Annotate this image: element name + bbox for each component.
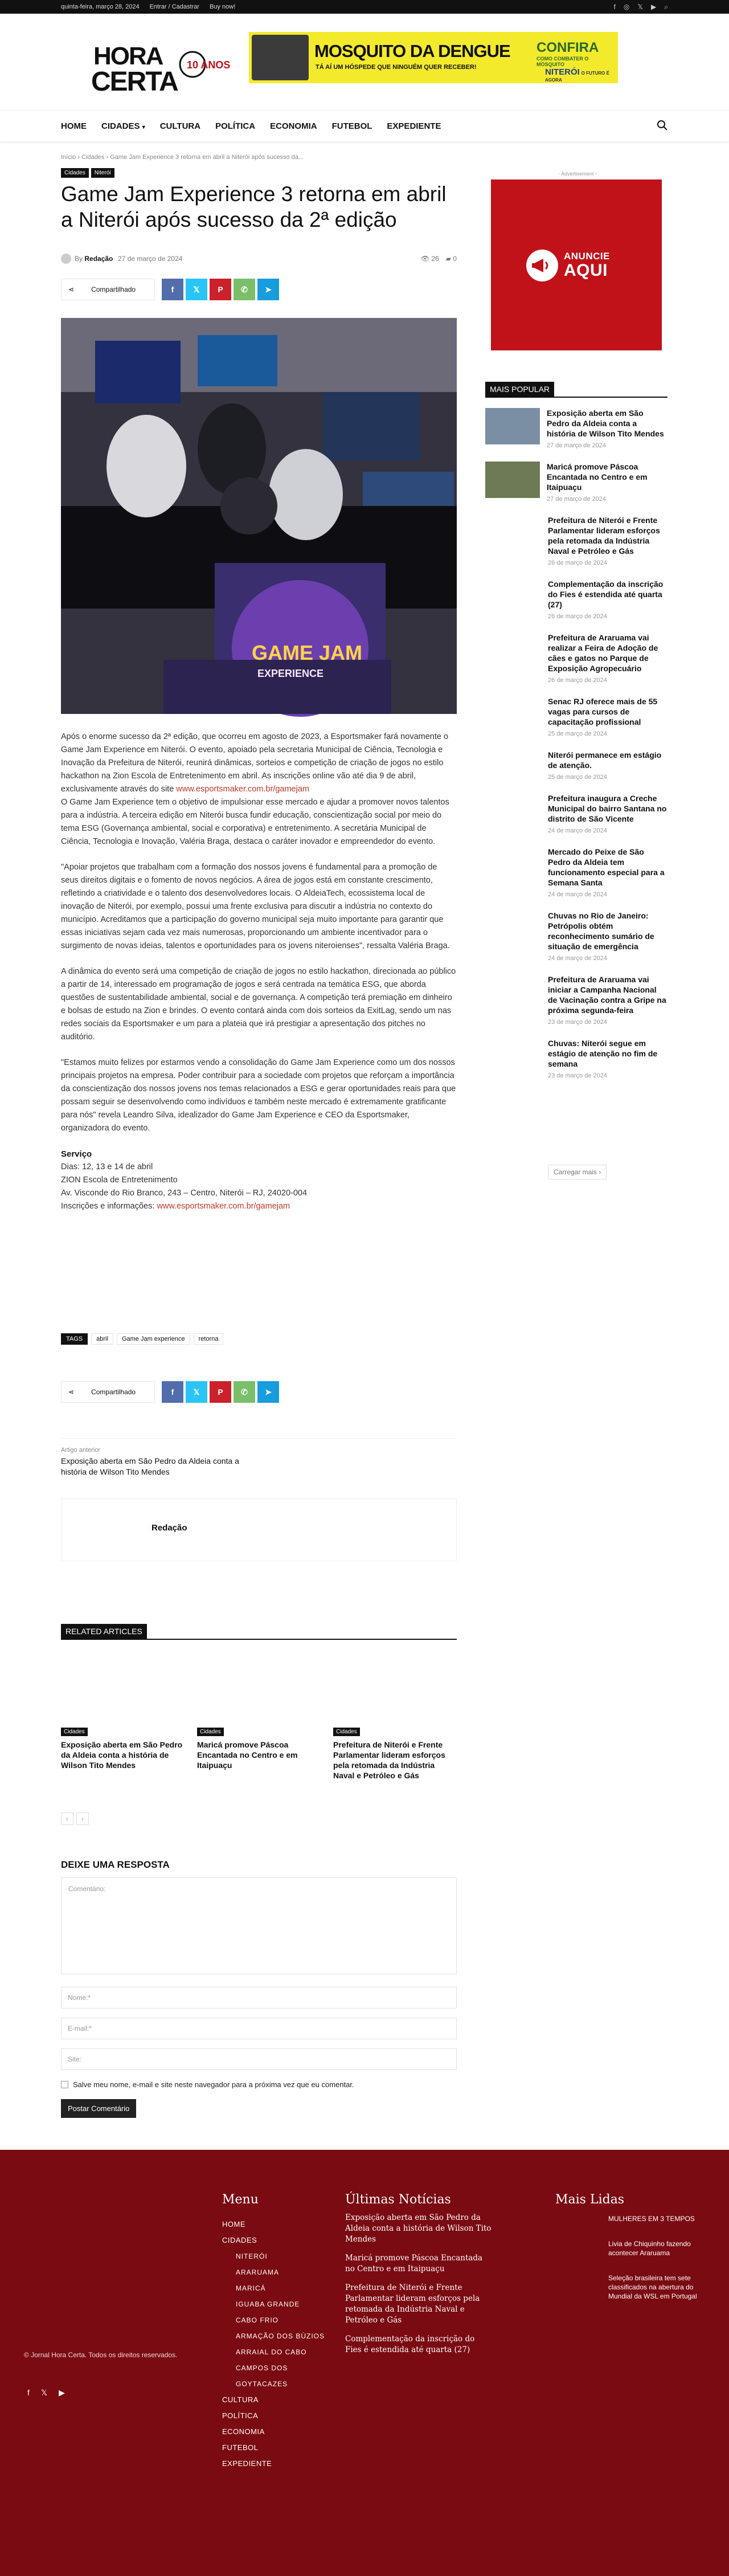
service-heading: Serviço xyxy=(61,1149,92,1159)
buy-now-link[interactable]: Buy now! xyxy=(210,3,236,10)
current-date: quinta-feira, março 28, 2024 xyxy=(61,3,140,10)
save-info-label: Salve meu nome, e-mail e site neste navegador para a próxima vez que eu comentar. xyxy=(73,2080,354,2089)
hero-logo-text: GAME JAM xyxy=(252,641,363,664)
footer-most-read-item[interactable]: Seleção brasileira tem sete classificados na abertura do Mundial da WSL em Portugal xyxy=(608,2274,697,2300)
popular-title[interactable]: Prefeitura de Araruama vai realizar a Feira de Adoção de cães e gatos no Parque de Exposição Agropecuário xyxy=(548,633,658,673)
popular-item[interactable] xyxy=(485,911,667,962)
footer-most-read-item[interactable]: MULHERES EM 3 TEMPOS xyxy=(608,2215,695,2223)
related-article-title[interactable]: Maricá promove Páscoa Encantada no Centro e em Itaipuaçu xyxy=(197,1740,298,1770)
footer-menu-item[interactable]: POLÍTICA xyxy=(222,2411,259,2420)
category-badge[interactable]: Niterói xyxy=(91,168,114,178)
footer-news-heading: Últimas Notícias xyxy=(345,2193,451,2207)
logo-text-bottom: CERTA xyxy=(91,67,178,97)
youtube-icon[interactable]: ▶ xyxy=(59,2388,65,2397)
popular-item[interactable] xyxy=(485,1038,667,1079)
share-label: ⋖ Compartilhado xyxy=(61,279,155,300)
share-bar-top xyxy=(61,279,279,300)
esportsmaker-link[interactable]: www.esportsmaker.com.br/gamejam xyxy=(176,785,309,794)
share-icon: ⋖ xyxy=(68,285,75,293)
category-badge[interactable]: Cidades xyxy=(197,1728,224,1736)
comments-count[interactable]: ▰ 0 xyxy=(445,255,457,263)
pinterest-share-button[interactable]: P xyxy=(210,279,231,300)
popular-date: 23 de março de 2024 xyxy=(548,1019,607,1026)
telegram-share-button[interactable]: ➤ xyxy=(257,279,279,300)
footer-menu-heading: Menu xyxy=(222,2193,259,2207)
popular-title[interactable]: Prefeitura de Niterói e Frente Parlamentar lideram esforços pela retomada da Indústria Naval e Petróleo e Gás xyxy=(548,516,660,556)
related-pager xyxy=(61,1812,89,1825)
popular-heading: MAIS POPULAR xyxy=(485,382,667,398)
popular-date: 25 de março de 2024 xyxy=(548,730,607,737)
advertisement-label: - Advertisement - xyxy=(558,171,597,177)
banner-cta-title: CONFIRA xyxy=(536,40,599,55)
comment-form xyxy=(61,1859,457,2118)
footer-latest-news xyxy=(345,2212,493,2363)
footer-submenu-item[interactable]: CABO FRIO xyxy=(236,2316,279,2324)
author-avatar[interactable] xyxy=(61,254,71,264)
search-icon[interactable]: ⌕ xyxy=(664,3,668,11)
popular-item[interactable] xyxy=(485,515,667,566)
post-comment-button[interactable]: Postar Comentário xyxy=(61,2099,136,2118)
telegram-share-button[interactable]: ➤ xyxy=(257,1381,279,1403)
footer-copyright: © Jornal Hora Certa. Todos os direitos reservados. xyxy=(24,2351,178,2359)
popular-date: 24 de março de 2024 xyxy=(548,827,607,834)
search-icon[interactable] xyxy=(657,120,668,134)
facebook-share-button[interactable]: f xyxy=(162,1381,183,1403)
reply-heading: DEIXE UMA RESPOSTA xyxy=(61,1859,170,1870)
service-line: ZION Escola de Entretenimento xyxy=(61,1175,178,1185)
related-articles xyxy=(61,1687,457,1781)
save-info-checkbox-row xyxy=(61,2080,457,2089)
nav-futebol[interactable]: FUTEBOL xyxy=(331,121,372,131)
footer-most-read-item[interactable]: Livia de Chiquinho fazendo acontecer Araruama xyxy=(608,2240,691,2257)
site-footer xyxy=(0,2150,729,2576)
login-link[interactable]: Entrar / Cadastrar xyxy=(149,3,200,10)
popular-title[interactable]: Complementação da inscrição do Fies é estendida até quarta (27) xyxy=(548,579,664,609)
service-line: Av. Visconde do Rio Branco, 243 – Centro, Niterói – RJ, 24020-004 xyxy=(61,1189,308,1198)
nav-economia[interactable]: ECONOMIA xyxy=(270,121,317,131)
top-bar xyxy=(0,0,729,14)
popular-date: 26 de março de 2024 xyxy=(548,613,607,620)
megaphone-icon xyxy=(526,250,558,281)
popular-title[interactable]: Prefeitura inaugura a Creche Municipal do bairro Santana no distrito de São Vicente xyxy=(548,794,667,823)
footer-menu-item[interactable]: EXPEDIENTE xyxy=(222,2459,272,2468)
footer-menu-item[interactable]: ECONOMIA xyxy=(222,2427,265,2436)
related-article-title[interactable]: Prefeitura de Niterói e Frente Parlamentar lideram esforços pela retomada da Indústria Naval e Petróleo e Gás xyxy=(333,1740,445,1780)
popular-title[interactable]: Chuvas: Niterói segue em estágio de atenção no fim de semana xyxy=(548,1039,658,1068)
popular-date: 26 de março de 2024 xyxy=(548,560,607,566)
footer-menu xyxy=(222,2216,325,2472)
popular-date: 25 de março de 2024 xyxy=(548,774,607,781)
article-paragraph: "Apoiar projetos que trabalham com a formação dos nossos jovens é fundamental para a promoção de seus direitos digitais e o fomento de novos negócios. A área de jogos está em constante crescimento, refletindo a criatividade e o talento dos desenvolvedores locais. O AldeiaTech, ecossistema local de inovação de Niterói, por exemplo, possui uma frente exclusiva para discutir a indústria no contexto do município. Acreditamos que a participação do governo municipal seja muito importante para garantir que essas iniciativas sejam cada vez mais numerosas, proporcionando um ambiente incentivador para o surgimento de novas ideias, talentos e oportunidades para os jovens niteroienses", ressalta Valéria Braga. xyxy=(61,863,450,950)
sidebar-ad[interactable] xyxy=(491,179,662,350)
popular-thumbnail[interactable] xyxy=(485,462,540,498)
facebook-icon[interactable]: f xyxy=(613,3,616,11)
instagram-icon[interactable]: ◎ xyxy=(623,3,630,11)
save-info-checkbox[interactable] xyxy=(61,2081,68,2088)
nav-home[interactable]: HOME xyxy=(61,121,87,131)
popular-item[interactable] xyxy=(485,696,667,737)
share-icon: ⋖ xyxy=(68,1388,75,1396)
whatsapp-share-button[interactable]: ✆ xyxy=(234,1381,255,1403)
service-line: Dias: 12, 13 e 14 de abril xyxy=(61,1162,153,1171)
email-input[interactable]: E-mail:* xyxy=(61,2018,457,2039)
footer-submenu-item[interactable]: IGUABA GRANDE xyxy=(236,2300,300,2308)
popular-item[interactable] xyxy=(485,408,667,449)
share-bar-bottom xyxy=(61,1381,279,1403)
previous-article-label: Artigo anterior xyxy=(61,1447,101,1454)
tag-link[interactable]: abril xyxy=(91,1333,113,1345)
nav-cidades[interactable]: CIDADES ▾ xyxy=(101,121,145,131)
author-name[interactable]: Redação xyxy=(84,255,113,263)
views-count: 👁 26 xyxy=(420,255,439,263)
ad-line-2: AQUI xyxy=(564,261,608,280)
author-box-name[interactable]: Redação xyxy=(151,1523,187,1533)
popular-title[interactable]: Chuvas no Rio de Janeiro: Petrópolis obtém reconhecimento sumário de situação de emergência xyxy=(548,911,654,951)
next-page-button[interactable]: › xyxy=(76,1812,89,1825)
footer-submenu-item[interactable]: MARICÁ xyxy=(236,2284,266,2292)
twitter-x-icon[interactable]: 𝕏 xyxy=(40,2388,48,2397)
footer-menu-item[interactable]: CIDADES xyxy=(222,2236,257,2244)
popular-item[interactable] xyxy=(485,579,667,620)
footer-submenu-item[interactable]: ARARUAMA xyxy=(236,2268,280,2276)
eye-icon: 👁 xyxy=(420,255,430,263)
popular-thumbnail[interactable] xyxy=(485,408,540,444)
article-paragraph: A dinâmica do evento será uma competição de criação de jogos no estilo hackathon, direcionada ao público a partir de 14, interessado em programação de jogos e será centrada na temática ESG, que aborda questões de sustentabilidade ambiental, social e de governança. A competição terá premiação em dinheiro e bolsas de estudo na Zion e brindes. O evento contará ainda com dois sorteios da ExitLag, sendo um nas redes sociais da Esportsmaker e um para a plateia que irá prestigiar a apresentação dos pitches no auditório. xyxy=(61,967,456,1042)
site-logo[interactable] xyxy=(91,42,231,97)
article-title: Game Jam Experience 3 retorna em abril a Niterói após sucesso da 2ª edição xyxy=(61,182,447,231)
share-label: ⋖ Compartilhado xyxy=(61,1381,155,1403)
previous-article-title[interactable]: Exposição aberta em São Pedro da Aldeia conta a história de Wilson Tito Mendes xyxy=(61,1456,239,1476)
hero-logo-sub: EXPERIENCE xyxy=(257,668,324,679)
popular-date: 26 de março de 2024 xyxy=(548,677,607,684)
service-line: Inscrições e informações: www.esportsmaker.com.br/gamejam xyxy=(61,1202,290,1211)
footer-submenu-item[interactable]: ARMAÇÃO DOS BÚZIOS xyxy=(236,2332,325,2340)
load-more-button[interactable]: Carregar mais › xyxy=(548,1165,607,1179)
article-categories xyxy=(61,168,114,178)
comment-icon: ▰ xyxy=(445,255,451,263)
nav-politica[interactable]: POLÍTICA xyxy=(215,121,256,131)
website-input[interactable]: Site: xyxy=(61,2048,457,2070)
popular-date: 23 de março de 2024 xyxy=(548,1072,607,1079)
facebook-icon[interactable]: f xyxy=(27,2388,30,2397)
twitter-share-button[interactable]: 𝕏 xyxy=(186,279,207,300)
popular-posts xyxy=(485,382,667,1092)
footer-news-item[interactable]: Prefeitura de Niterói e Frente Parlamentar lideram esforços pela retomada da Indústria Naval e Petróleo e Gás xyxy=(345,2283,480,2325)
logo-badge: 10 ANOS xyxy=(187,59,231,71)
chevron-down-icon: ▾ xyxy=(142,124,145,130)
banner-headline: MOSQUITO DA DENGUE xyxy=(314,41,510,61)
main-navigation xyxy=(0,110,729,142)
nav-expediente[interactable]: EXPEDIENTE xyxy=(387,121,441,131)
category-badge[interactable]: Cidades xyxy=(61,168,89,178)
related-articles-heading: RELATED ARTICLES xyxy=(61,1624,457,1640)
breadcrumb[interactable]: Início › Cidades › Game Jam Experience 3 retorna em abril a Niterói após sucesso da... xyxy=(61,154,304,161)
comment-textarea[interactable]: Comentário: xyxy=(61,1877,457,1974)
category-badge[interactable]: Cidades xyxy=(333,1728,360,1736)
footer-social xyxy=(27,2388,65,2398)
footer-most-read xyxy=(608,2214,710,2317)
article-paragraph: O Game Jam Experience tem o objetivo de impulsionar esse mercado e ajudar a promover novos talentos para a indústria. A terceira edição em Niterói busca fundir educação, conscientização social por meio do tema ESG (Governança ambiental, social e corporativa) e entretenimento. A secretária Municipal de Ciência, Tecnologia e Inovação, Valéria Braga, destaca o caráter inovador e empreendedor do evento. xyxy=(61,798,449,846)
nav-cultura[interactable]: CULTURA xyxy=(159,121,201,131)
category-badge[interactable]: Cidades xyxy=(61,1728,88,1736)
footer-submenu-item[interactable]: ARRAIAL DO CABO xyxy=(236,2348,307,2356)
youtube-icon[interactable]: ▶ xyxy=(651,3,657,11)
author-box xyxy=(61,1499,457,1561)
footer-submenu-item[interactable]: NITERÓI xyxy=(236,2252,268,2260)
popular-item[interactable] xyxy=(485,632,667,684)
esportsmaker-link-2[interactable]: www.esportsmaker.com.br/gamejam xyxy=(157,1202,290,1211)
footer-submenu-item[interactable]: CAMPOS DOS GOYTACAZES xyxy=(236,2364,288,2388)
popular-date: 24 de março de 2024 xyxy=(548,955,607,962)
popular-item[interactable] xyxy=(485,974,667,1026)
chevron-right-icon: › xyxy=(599,1168,601,1176)
facebook-share-button[interactable]: f xyxy=(162,279,183,300)
tag-link[interactable]: Game Jam experience xyxy=(117,1333,190,1345)
popular-date: 27 de março de 2024 xyxy=(547,442,606,449)
tag-link[interactable]: retorna xyxy=(194,1333,224,1345)
banner-subline: TÁ AÍ UM HÓSPEDE QUE NINGUÉM QUER RECEBER! xyxy=(316,64,477,71)
ad-text xyxy=(564,251,610,280)
ad-line-1: ANUNCIE xyxy=(564,251,610,262)
related-article-title[interactable]: Exposição aberta em São Pedro da Aldeia conta a história de Wilson Tito Mendes xyxy=(61,1740,183,1770)
footer-menu-item[interactable]: HOME xyxy=(222,2220,245,2228)
twitter-share-button[interactable]: 𝕏 xyxy=(186,1381,207,1403)
banner-brand: NITERÓI O FUTURO É AGORA xyxy=(545,67,609,83)
footer-mais-heading: Mais Lidas xyxy=(555,2193,625,2207)
related-article[interactable] xyxy=(61,1687,185,1781)
name-input[interactable]: Nome:* xyxy=(61,1987,457,2008)
popular-title[interactable]: Exposição aberta em São Pedro da Aldeia conta a história de Wilson Tito Mendes xyxy=(547,409,664,438)
previous-article[interactable] xyxy=(61,1438,457,1477)
popular-item[interactable] xyxy=(485,462,667,503)
article-hero-image xyxy=(61,318,457,714)
banner-cta xyxy=(536,40,611,67)
prev-page-button[interactable]: ‹ xyxy=(61,1812,73,1825)
popular-date: 24 de março de 2024 xyxy=(548,891,607,898)
related-article[interactable] xyxy=(197,1687,321,1781)
article-tags xyxy=(61,1333,223,1345)
popular-date: 27 de março de 2024 xyxy=(547,496,606,503)
whatsapp-share-button[interactable]: ✆ xyxy=(234,279,255,300)
pinterest-share-button[interactable]: P xyxy=(210,1381,231,1403)
popular-item[interactable] xyxy=(485,750,667,781)
footer-news-item[interactable]: Maricá promove Páscoa Encantada no Centro e em Itaipuaçu xyxy=(345,2254,483,2273)
dengue-banner-ad[interactable] xyxy=(249,32,618,83)
banner-cta-sub: COMO COMBATER O MOSQUITO xyxy=(536,56,589,67)
logo-text-top: HORA xyxy=(93,42,163,70)
tags-label: TAGS xyxy=(61,1333,88,1345)
article-meta: By Redação 27 de março de 2024 👁 26 ▰ 0 xyxy=(61,252,457,266)
popular-title[interactable]: Mercado do Peixe de São Pedro da Aldeia tem funcionamento especial para a Semana Santa xyxy=(548,847,665,887)
popular-title[interactable]: Senac RJ oferece mais de 55 vagas para cursos de capacitação profissional xyxy=(548,697,658,726)
footer-menu-item[interactable]: CULTURA xyxy=(222,2395,259,2404)
related-article[interactable] xyxy=(333,1687,457,1781)
twitter-x-icon[interactable]: 𝕏 xyxy=(637,3,644,11)
popular-item[interactable] xyxy=(485,847,667,898)
popular-title[interactable]: Niterói permanece em estágio de atenção. xyxy=(548,750,662,770)
footer-menu-item[interactable]: FUTEBOL xyxy=(222,2443,259,2452)
popular-item[interactable] xyxy=(485,793,667,834)
footer-news-item[interactable]: Exposição aberta em São Pedro da Aldeia conta a história de Wilson Tito Mendes xyxy=(345,2213,492,2244)
article-paragraph: "Estamos muito felizes por estarmos vendo a consolidação do Game Jam Experience como um dos nossos principais projetos na empresa. Poder contribuir para a sociedade com projetos que reforçam a importância da conscientização dos nossos jovens nos temas relacionados a ESG e gerar oportunidades reais para que possam seguir se desenvolvendo como indivíduos e também neste mercado é extremamente gratificante para nós" revela Leandro Silva, idealizador do Game Jam Experience e CEO da Esportsmaker, organizadora do evento. xyxy=(61,1058,456,1133)
popular-title[interactable]: Maricá promove Páscoa Encantada no Centro e em Itaipuaçu xyxy=(547,462,648,492)
article-date: 27 de março de 2024 xyxy=(118,255,183,263)
mosquito-image xyxy=(252,35,309,80)
popular-title[interactable]: Prefeitura de Araruama vai iniciar a Campanha Nacional de Vacinação contra a Gripe na próxima segunda-feira xyxy=(548,975,666,1015)
article-body xyxy=(61,730,457,1213)
footer-news-item[interactable]: Complementação da inscrição do Fies é estendida até quarta (27) xyxy=(345,2334,475,2354)
article-paragraph: Após o enorme sucesso da 2ª edição, que ocorreu em agosto de 2023, a Esportsmaker fará novamente o Game Jam Experience em Niterói. O evento, apoiado pela secretaria Municipal de Ciência, Tecnologia e Inovação da Prefeitura de Niterói, reunirá dinâmicas, sorteios e competição de criação de jogos no estilo hackathon na Zion Escola de Entretenimento em abril. As inscrições online vão até dia 9 de abril, exclusivamente através do site www.esportsmaker.com.br/gamejam xyxy=(61,732,449,794)
